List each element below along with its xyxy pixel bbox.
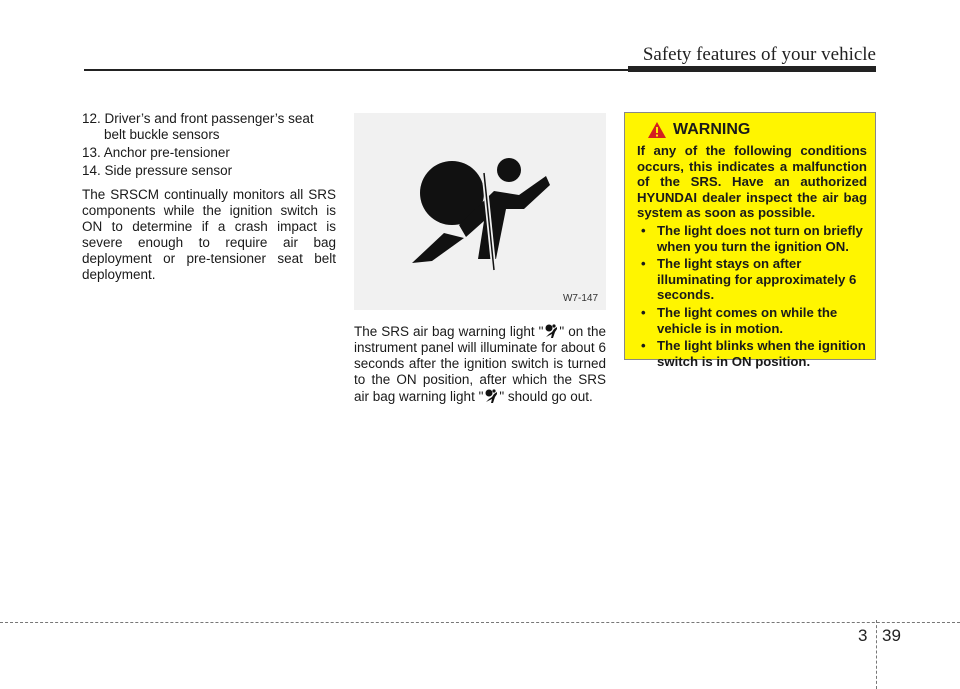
header-rule-accent [628,66,876,72]
warning-bullet: • The light comes on while the vehicle is in motion. [637,305,867,336]
footer-rule [0,622,960,623]
warning-intro: If any of the following conditions occurs, this indicates a malfunction of the SRS. Have an authorized HYUNDAI dealer inspect the air bag system as soon as possible. [637,143,867,221]
page-number: 39 [882,626,901,645]
airbag-warning-figure [354,113,606,310]
warning-triangle-icon [647,121,667,139]
list-item: 14. Side pressure sensor [82,163,233,178]
warning-bullet: • The light does not turn on briefly when you turn the ignition ON. [637,223,867,254]
warning-bullet: • The light stays on after illuminating for approximately 6 seconds. [637,256,867,303]
airbag-light-icon [483,388,499,404]
description-text: " should go out. [499,389,593,404]
warning-list [637,223,867,369]
list-item: 13. Anchor pre-tensioner [82,145,230,160]
warning-light-description [354,323,606,405]
footer-separator [876,620,877,689]
figure-code: W7-147 [562,293,598,304]
warning-title: WARNING [673,121,751,139]
warning-header [647,121,867,139]
list-item: 12. Driver’s and front passenger’s seat belt buckle sensors [82,111,314,142]
warning-box [624,112,876,369]
airbag-warning-icon [354,113,606,310]
airbag-light-icon [543,323,559,339]
warning-bullet: • The light blinks when the ignition switch is in ON position. [637,338,867,369]
srscm-paragraph: The SRSCM continually monitors all SRS components while the ignition switch is ON to determine if a crash impact is severe enough to require air bag deployment or pre-tensioner seat belt deployment. [82,187,336,282]
description-text: The SRS air bag warning light " [354,324,544,339]
page-header-title: Safety features of your vehicle [642,44,876,65]
left-column [82,111,336,283]
chapter-number: 3 [858,626,868,645]
description-text: " on the instrument panel will illuminate for about 6 seconds after the ignition switch is turned to the ON position, after which the SRS air bag warning light " [354,324,607,404]
